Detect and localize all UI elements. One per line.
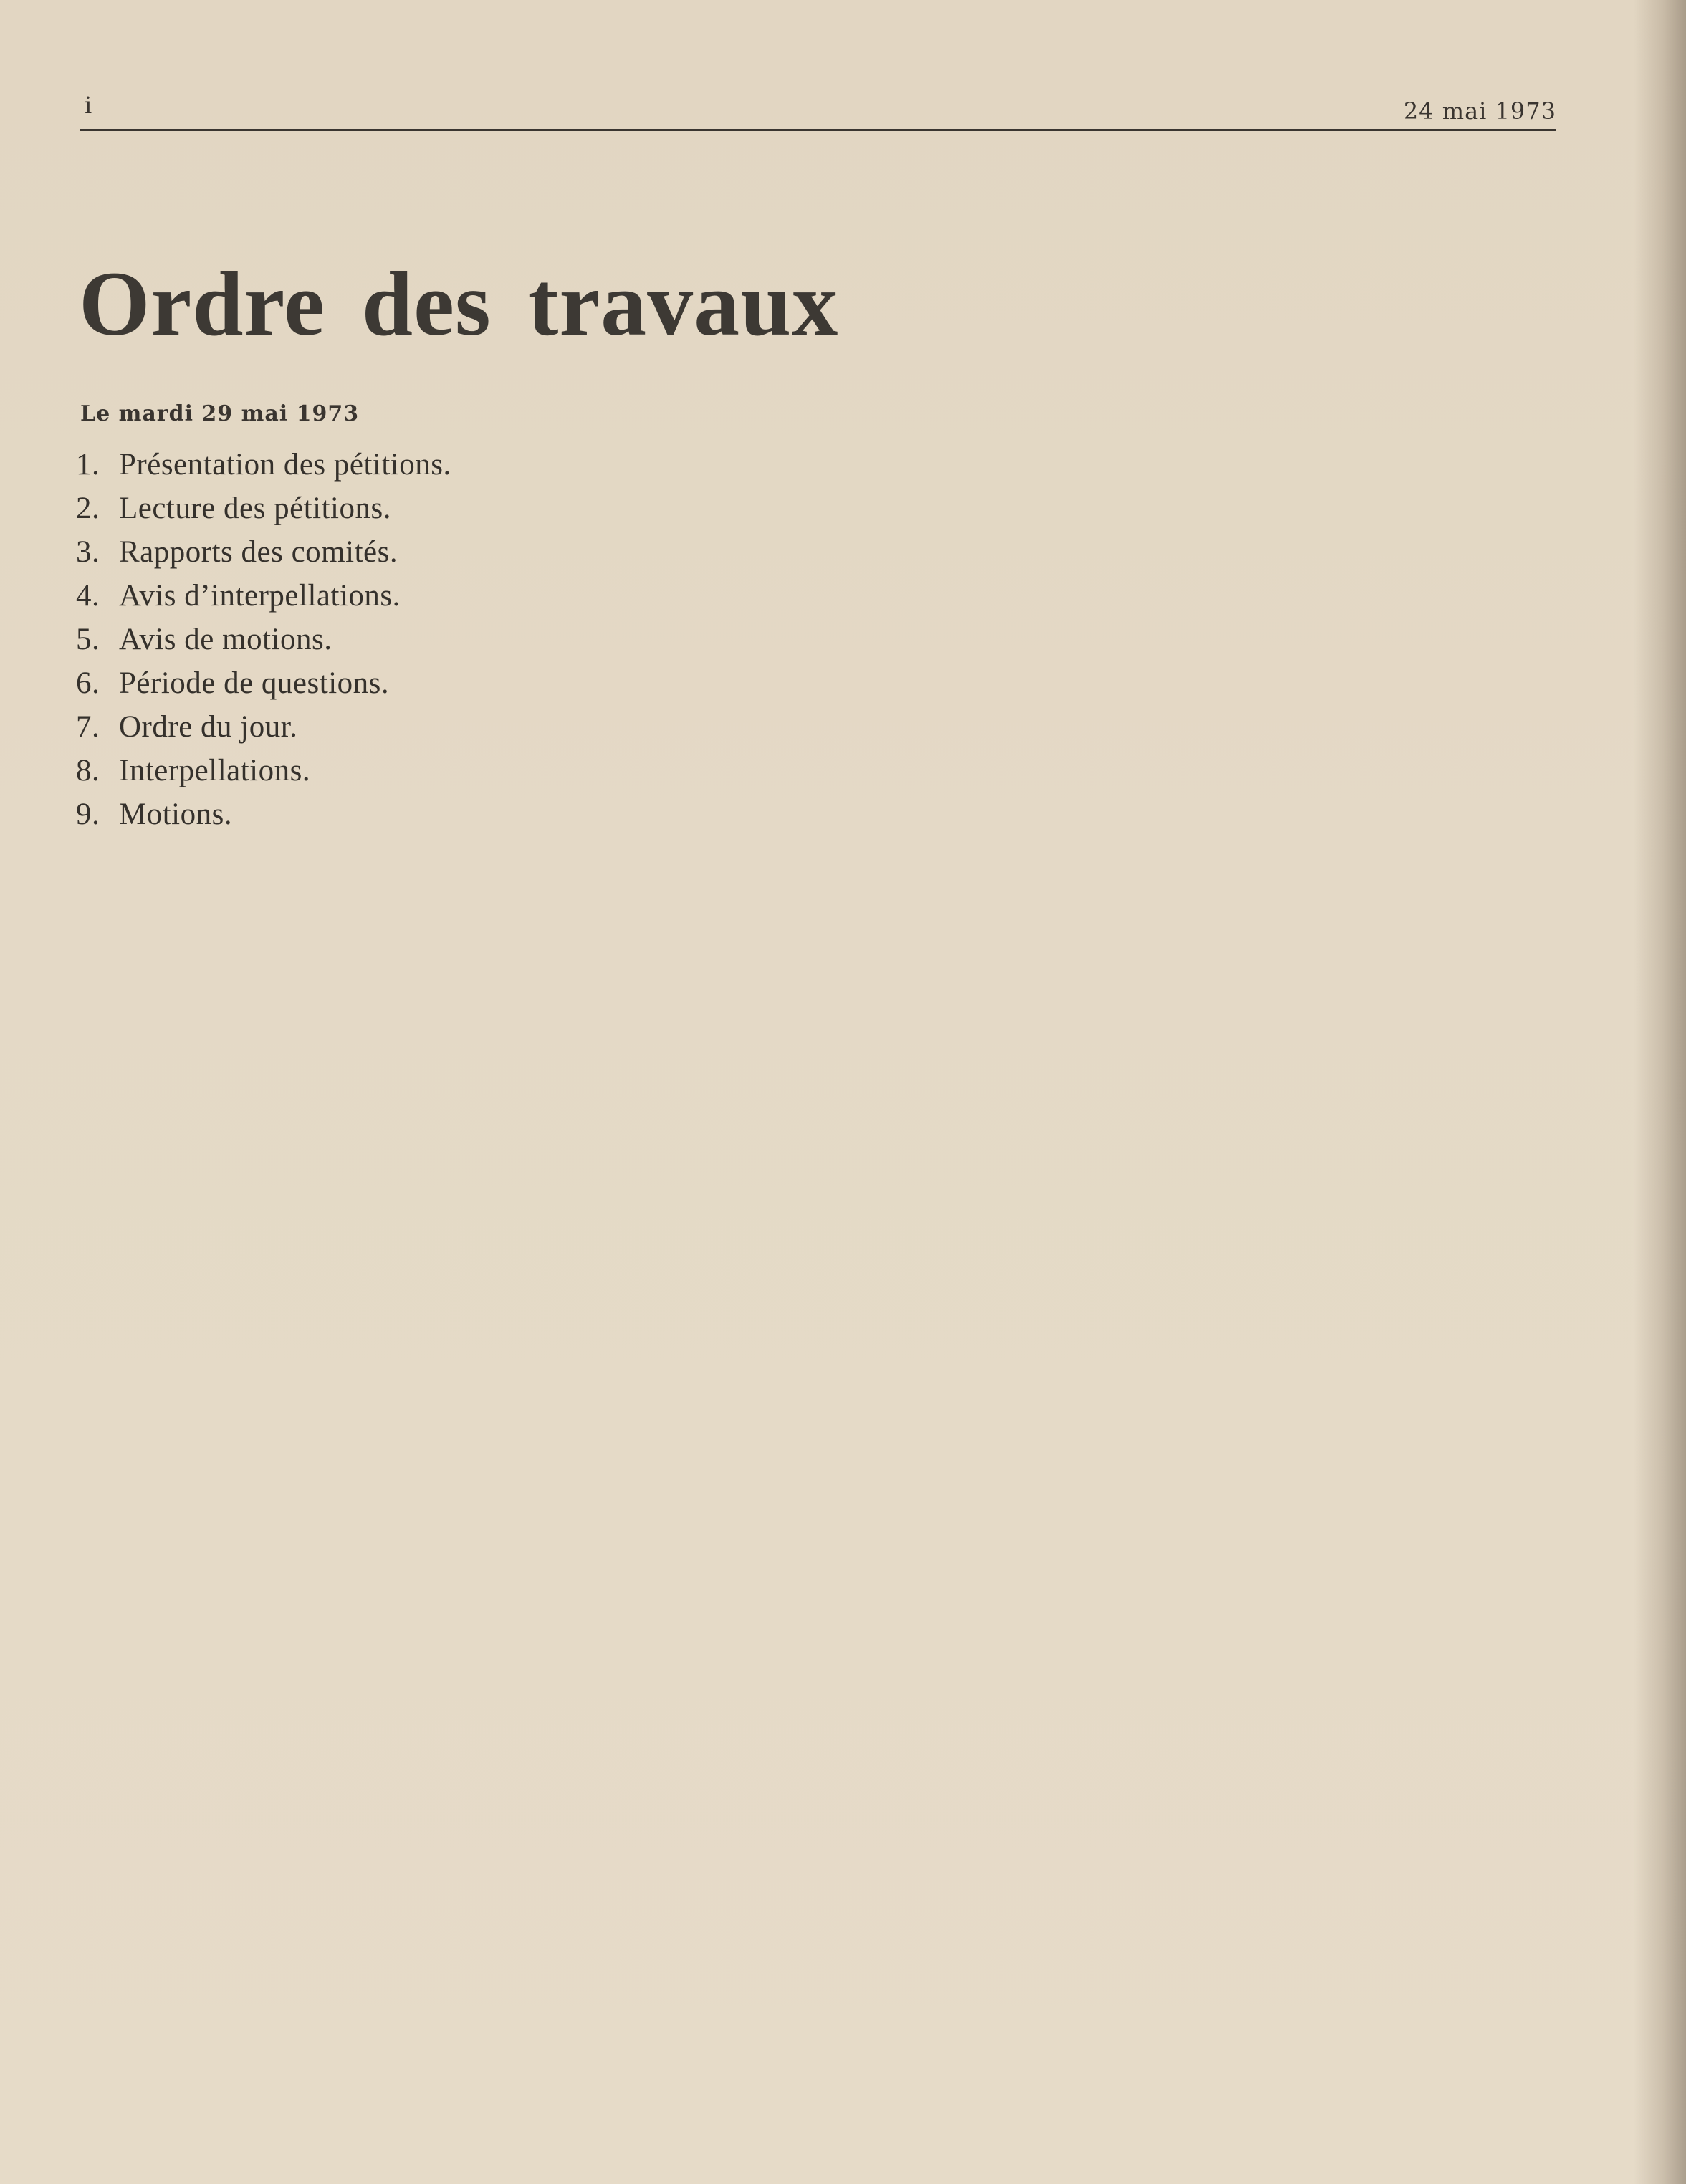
agenda-item-number: 1. bbox=[76, 448, 100, 482]
agenda-item-text: Ordre du jour. bbox=[119, 710, 298, 744]
agenda-item-number: 7. bbox=[76, 710, 100, 744]
agenda-item-number: 2. bbox=[76, 492, 100, 525]
agenda-item bbox=[76, 530, 451, 574]
agenda-item-number: 6. bbox=[76, 666, 100, 700]
agenda-item-text: Présentation des pétitions. bbox=[119, 448, 451, 482]
sitting-date: Le mardi 29 mai 1973 bbox=[80, 401, 360, 426]
header-date: 24 mai 1973 bbox=[1403, 97, 1556, 125]
page-number: i bbox=[85, 92, 92, 119]
agenda-item-text: Avis d’interpellations. bbox=[119, 579, 401, 613]
agenda-item bbox=[76, 661, 451, 705]
agenda-item-text: Interpellations. bbox=[119, 754, 311, 787]
agenda-list bbox=[76, 443, 451, 836]
agenda-item bbox=[76, 618, 451, 661]
agenda-item bbox=[76, 443, 451, 487]
agenda-item-number: 3. bbox=[76, 535, 100, 569]
agenda-item-text: Avis de motions. bbox=[119, 623, 332, 656]
agenda-item-number: 5. bbox=[76, 623, 100, 656]
agenda-item bbox=[76, 749, 451, 792]
agenda-item-text: Lecture des pétitions. bbox=[119, 492, 391, 525]
agenda-item bbox=[76, 705, 451, 749]
agenda-item-number: 4. bbox=[76, 579, 100, 613]
agenda-item bbox=[76, 792, 451, 836]
agenda-item-number: 9. bbox=[76, 798, 100, 831]
page-title: Ordre des travaux bbox=[79, 253, 839, 355]
page-header bbox=[80, 92, 1556, 131]
agenda-item-number: 8. bbox=[76, 754, 100, 787]
agenda-item-text: Rapports des comités. bbox=[119, 535, 398, 569]
agenda-item-text: Période de questions. bbox=[119, 666, 390, 700]
agenda-item-text: Motions. bbox=[119, 798, 233, 831]
agenda-item bbox=[76, 487, 451, 530]
agenda-item bbox=[76, 574, 451, 618]
